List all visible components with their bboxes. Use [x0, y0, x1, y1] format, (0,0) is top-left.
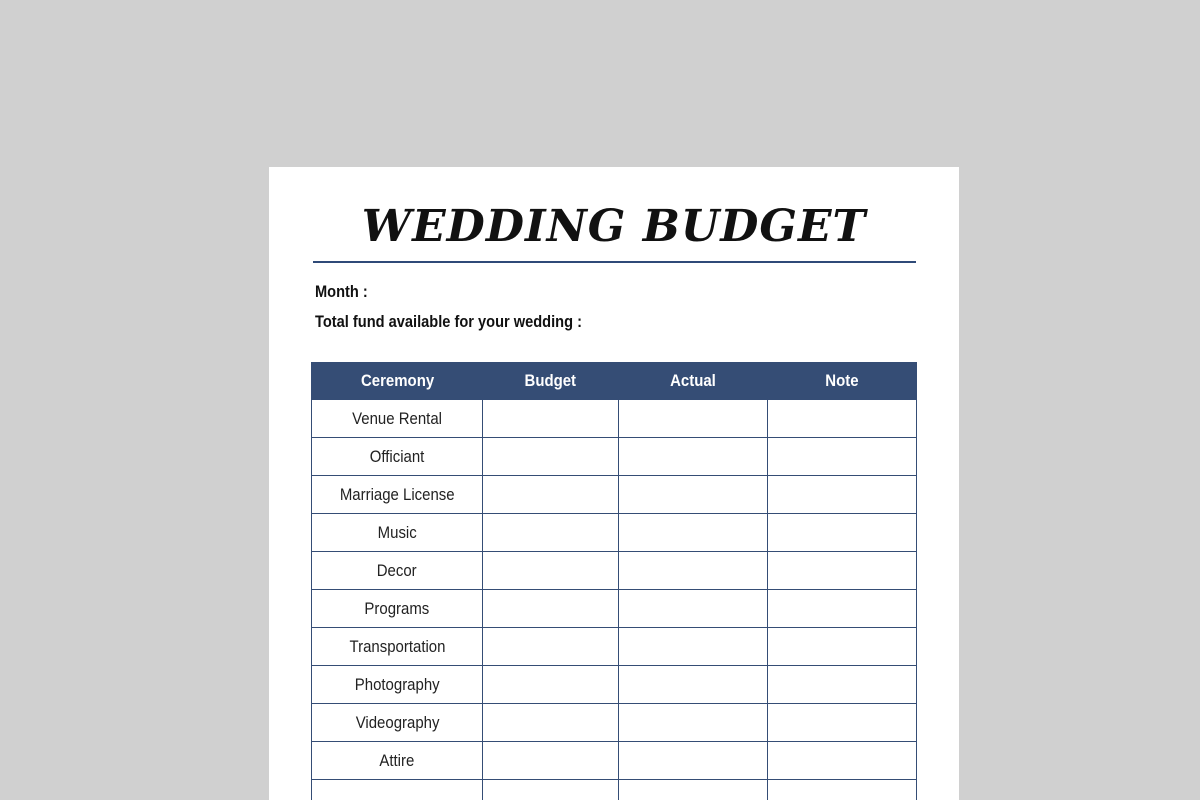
table-row [312, 704, 917, 742]
note-cell[interactable] [767, 780, 916, 800]
actual-cell[interactable] [618, 514, 767, 552]
note-cell[interactable] [767, 742, 916, 780]
budget-cell[interactable] [483, 742, 618, 780]
title-divider [313, 261, 916, 263]
budget-cell[interactable] [483, 704, 618, 742]
table-row [312, 666, 917, 704]
table-row [312, 780, 917, 800]
budget-cell[interactable] [483, 780, 618, 800]
table-row [312, 552, 917, 590]
total-fund-field-label: Total fund available for your wedding : [315, 312, 582, 331]
table-row [312, 590, 917, 628]
header-ceremony: Ceremony [312, 363, 483, 400]
ceremony-cell: Programs [312, 590, 483, 628]
budget-cell[interactable] [483, 590, 618, 628]
actual-cell[interactable] [618, 628, 767, 666]
note-cell[interactable] [767, 514, 916, 552]
table-row [312, 628, 917, 666]
note-cell[interactable] [767, 552, 916, 590]
table-header-row [312, 363, 917, 400]
table-row [312, 476, 917, 514]
budget-cell[interactable] [483, 476, 618, 514]
note-cell[interactable] [767, 438, 916, 476]
ceremony-cell: Attire [312, 742, 483, 780]
actual-cell[interactable] [618, 476, 767, 514]
ceremony-cell: Venue Rental [312, 400, 483, 438]
table-row [312, 438, 917, 476]
header-actual: Actual [618, 363, 767, 400]
actual-cell[interactable] [618, 742, 767, 780]
actual-cell[interactable] [618, 590, 767, 628]
budget-cell[interactable] [483, 438, 618, 476]
note-cell[interactable] [767, 666, 916, 704]
ceremony-cell: Videography [312, 704, 483, 742]
actual-cell[interactable] [618, 666, 767, 704]
actual-cell[interactable] [618, 400, 767, 438]
table-row [312, 742, 917, 780]
note-cell[interactable] [767, 590, 916, 628]
budget-sheet [269, 167, 959, 800]
budget-cell[interactable] [483, 628, 618, 666]
note-cell[interactable] [767, 628, 916, 666]
ceremony-cell: Music [312, 514, 483, 552]
budget-cell[interactable] [483, 514, 618, 552]
actual-cell[interactable] [618, 438, 767, 476]
page-title: WEDDING BUDGET [361, 201, 867, 252]
note-cell[interactable] [767, 704, 916, 742]
budget-cell[interactable] [483, 400, 618, 438]
header-note: Note [767, 363, 916, 400]
header-budget: Budget [483, 363, 618, 400]
table-row [312, 400, 917, 438]
ceremony-cell: Decor [312, 552, 483, 590]
ceremony-cell: Officiant [312, 438, 483, 476]
budget-cell[interactable] [483, 552, 618, 590]
budget-table [311, 362, 917, 800]
actual-cell[interactable] [618, 552, 767, 590]
budget-cell[interactable] [483, 666, 618, 704]
ceremony-cell: Marriage License [312, 476, 483, 514]
note-cell[interactable] [767, 400, 916, 438]
actual-cell[interactable] [618, 780, 767, 800]
note-cell[interactable] [767, 476, 916, 514]
ceremony-cell: Photography [312, 666, 483, 704]
actual-cell[interactable] [618, 704, 767, 742]
month-field-label: Month : [315, 282, 368, 301]
table-row [312, 514, 917, 552]
ceremony-cell: Transportation [312, 628, 483, 666]
ceremony-cell [312, 780, 483, 800]
